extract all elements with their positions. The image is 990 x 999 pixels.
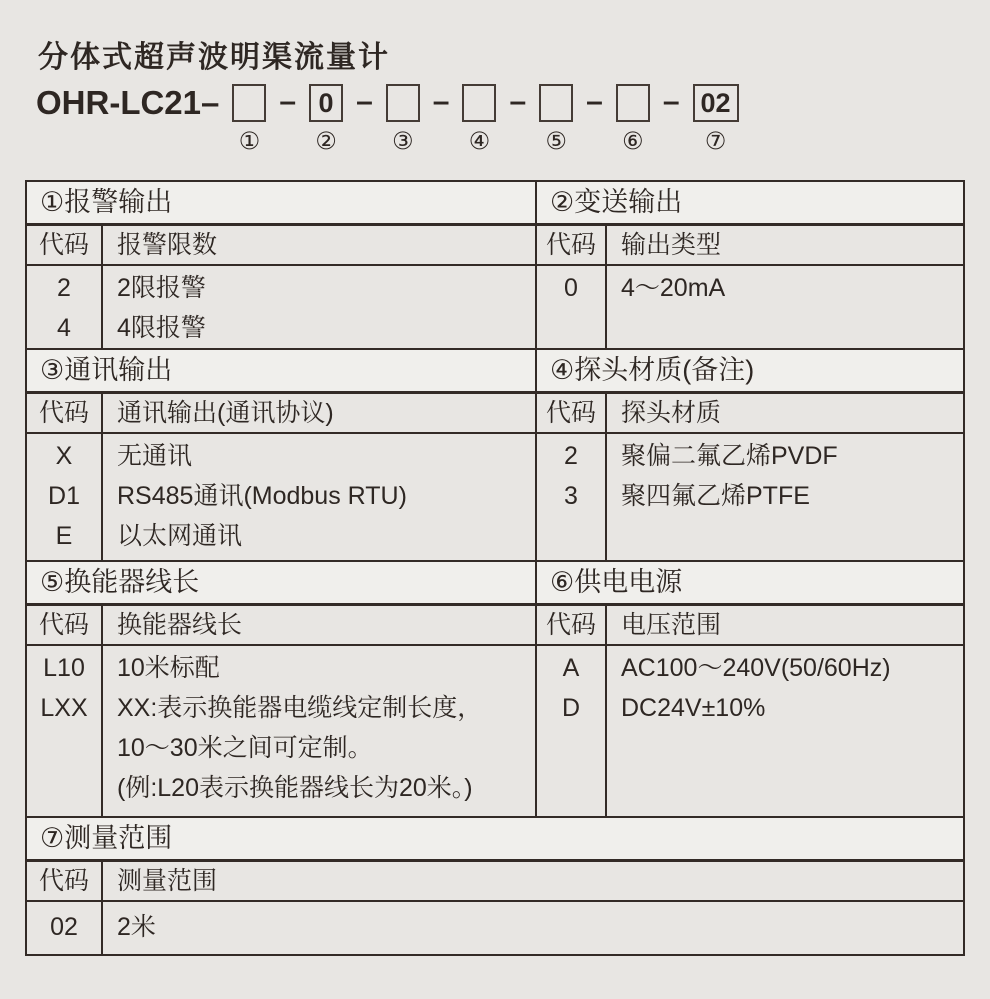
code-cell: X (55, 442, 73, 470)
model-slot-box-4 (462, 84, 496, 122)
slot-number-5: ⑤ (545, 128, 567, 155)
code-cell: 4 (57, 314, 71, 342)
desc-column (103, 902, 963, 954)
desc-cell: 聚四氟乙烯PTFE (621, 482, 810, 510)
code-header: 代码 (27, 606, 103, 644)
dash-separator: – (432, 85, 450, 118)
desc-cell: 4限报警 (117, 314, 206, 342)
section-probe-material (537, 350, 963, 560)
section-transmit-output (537, 182, 963, 348)
desc-cell: AC100～240V(50/60Hz) (621, 654, 891, 682)
data-area (27, 266, 535, 348)
section-measure-range (27, 816, 963, 954)
desc-cell: RS485通讯(Modbus RTU) (117, 482, 407, 510)
data-area (27, 434, 535, 560)
data-area (27, 646, 535, 816)
column-header-row (27, 394, 535, 434)
code-cell: 2 (57, 274, 71, 302)
model-code-line (36, 84, 739, 154)
table-pair-row-2 (27, 348, 963, 560)
model-slot-2 (309, 84, 343, 154)
model-slot-box-1 (232, 84, 266, 122)
desc-column (607, 266, 963, 348)
desc-header: 报警限数 (117, 231, 218, 259)
model-prefix: OHR-LC21– (36, 84, 220, 121)
desc-column (103, 266, 535, 348)
slot-number-2: ② (315, 128, 337, 155)
desc-header: 探头材质 (621, 399, 722, 427)
code-cell: A (562, 654, 580, 682)
code-column (537, 266, 607, 348)
code-header: 代码 (537, 226, 607, 264)
column-header-row (537, 226, 963, 266)
section-title: ⑤换能器线长 (27, 562, 535, 606)
desc-cell: 2限报警 (117, 274, 206, 302)
section-title: ②变送输出 (537, 182, 963, 226)
desc-header: 测量范围 (117, 867, 218, 895)
table-pair-row-3 (27, 560, 963, 816)
page-title: 分体式超声波明渠流量计 (38, 41, 390, 74)
code-column (27, 434, 103, 560)
model-slot-7 (693, 84, 739, 154)
desc-column (103, 434, 535, 560)
code-cell: 2 (564, 442, 578, 470)
model-slot-box-5 (539, 84, 573, 122)
dash-separator: – (356, 85, 373, 118)
section-alarm-output (27, 182, 537, 348)
code-header: 代码 (537, 394, 607, 432)
slot-number-4: ④ (468, 128, 491, 155)
section-title: ④探头材质(备注) (537, 350, 963, 394)
data-area (27, 902, 963, 954)
desc-cell: (例:L20表示换能器线长为20米。) (117, 774, 473, 802)
model-slot-5 (539, 84, 573, 154)
code-cell: E (55, 522, 73, 550)
column-header-row (27, 226, 535, 266)
data-area (537, 646, 963, 816)
section-title: ⑥供电电源 (537, 562, 963, 606)
desc-cell: 2米 (117, 913, 156, 941)
selection-table (25, 180, 965, 956)
dash-separator: – (509, 85, 527, 118)
dash-separator: – (279, 85, 297, 118)
dash-separator: – (662, 85, 680, 118)
code-cell: LXX (40, 694, 88, 722)
desc-header: 输出类型 (621, 231, 722, 259)
desc-cell: 聚偏二氟乙烯PVDF (621, 442, 838, 470)
section-title: ⑦测量范围 (27, 818, 963, 862)
code-cell: D1 (48, 482, 80, 510)
desc-header: 换能器线长 (117, 611, 243, 639)
model-slot-box-6 (616, 84, 650, 122)
code-header: 代码 (27, 226, 103, 264)
desc-cell: 10～30米之间可定制。 (117, 734, 373, 762)
model-slot-box-2: 0 (309, 84, 343, 122)
desc-cell: 无通讯 (117, 442, 193, 470)
slot-number-3: ③ (391, 128, 414, 155)
code-column (27, 266, 103, 348)
code-column (537, 646, 607, 816)
slot-number-6: ⑥ (622, 128, 644, 155)
desc-cell: 10米标配 (117, 654, 220, 682)
model-slot-box-7: 02 (693, 84, 739, 122)
model-slot-1 (232, 84, 266, 154)
slot-number-7: ⑦ (704, 128, 727, 155)
table-pair-row-1 (27, 182, 963, 348)
column-header-row (27, 862, 963, 902)
desc-cell: 以太网通讯 (117, 522, 243, 550)
desc-cell: 4～20mA (621, 274, 726, 302)
code-header: 代码 (27, 394, 103, 432)
section-comm-output (27, 350, 537, 560)
code-cell: D (561, 694, 581, 722)
code-column (27, 902, 103, 954)
model-slot-3 (386, 84, 420, 154)
model-slot-4 (462, 84, 496, 154)
data-area (537, 434, 963, 560)
data-area (537, 266, 963, 348)
code-column (537, 434, 607, 560)
slot-number-1: ① (238, 128, 261, 155)
model-slot-box-3 (386, 84, 420, 122)
desc-column (607, 434, 963, 560)
column-header-row (537, 606, 963, 646)
model-slot-6 (616, 84, 650, 154)
code-cell: L10 (43, 654, 85, 682)
column-header-row (27, 606, 535, 646)
desc-header: 通讯输出(通讯协议) (117, 399, 334, 427)
code-header: 代码 (537, 606, 607, 644)
column-header-row (537, 394, 963, 434)
dash-separator: – (586, 85, 603, 118)
code-cell: 0 (564, 274, 578, 302)
desc-column (607, 646, 963, 816)
desc-cell: DC24V±10% (621, 694, 766, 722)
code-header: 代码 (27, 862, 103, 900)
section-title: ③通讯输出 (27, 350, 535, 394)
section-transducer-cable-length (27, 562, 537, 816)
section-power-supply (537, 562, 963, 816)
desc-column (103, 646, 535, 816)
desc-header: 电压范围 (621, 611, 722, 639)
desc-cell: XX:表示换能器电缆线定制长度， (117, 694, 483, 722)
code-cell: 3 (564, 482, 578, 510)
code-column (27, 646, 103, 816)
section-title: ①报警输出 (27, 182, 535, 226)
code-cell: 02 (50, 913, 78, 941)
